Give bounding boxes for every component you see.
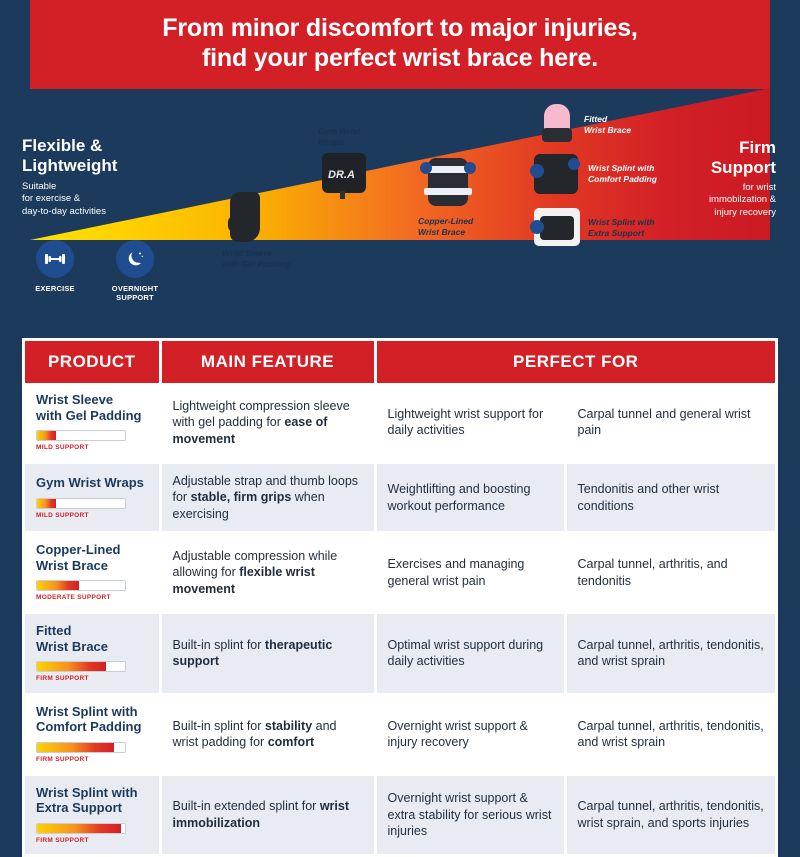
feature-text-bold2: comfort (267, 735, 315, 750)
cell-main-feature (160, 383, 375, 463)
support-meter (36, 742, 126, 753)
cell-perfect-for-1: Overnight wrist support & extra stability for serious wrist injuries (375, 775, 565, 855)
feature-text-bold: wrist immobilization (172, 799, 349, 830)
support-meter (36, 823, 126, 834)
legend-label-exercise: EXERCISE (35, 284, 75, 293)
cell-perfect-for-1: Lightweight wrist support for daily activities (375, 383, 565, 463)
feature-text-post: when exercising (172, 490, 325, 521)
spectrum-product-gym-wraps[interactable] (318, 126, 388, 199)
spectrum-left-subtitle-line1: Suitable (22, 181, 57, 193)
spectrum-left-subtitle-line2: for exercise & (22, 193, 81, 205)
feature-text: Built-in splint for (172, 718, 265, 733)
feature-text-bold: ease of movement (172, 415, 328, 446)
copper-lined-caption-line2: Wrist Brace (418, 226, 466, 237)
legend-label-overnight-line2: SUPPORT (116, 293, 154, 303)
cell-product (25, 694, 160, 775)
legend-item-exercise (24, 240, 86, 303)
spectrum-product-extra-support[interactable] (530, 206, 686, 250)
column-header-main-feature: MAIN FEATURE (160, 341, 375, 383)
extra-support-caption-line1: Wrist Splint with (588, 217, 655, 228)
column-header-perfect-for: PERFECT FOR (375, 341, 775, 383)
legend-label-overnight-line1: OVERNIGHT (111, 284, 159, 293)
support-level-label: FIRM SUPPORT (36, 755, 89, 763)
spectrum-left-label (22, 136, 172, 218)
wrist-sleeve-photo (222, 188, 270, 244)
gym-wraps-caption-line1: Gym Wrist (318, 126, 361, 136)
cell-main-feature (160, 463, 375, 533)
cell-product (25, 532, 160, 613)
feature-text: Built-in splint for (172, 637, 265, 652)
product-name-line2: Wrist Brace (36, 638, 109, 654)
feature-text-bold: therapeutic support (172, 637, 333, 669)
fitted-brace-photo (536, 102, 580, 146)
product-name-line2: with Gel Padding (36, 407, 142, 423)
support-meter (36, 661, 126, 672)
spectrum-product-comfort-padding[interactable] (528, 150, 684, 198)
spectrum-right-subtitle-line1: for wrist (742, 182, 776, 194)
feature-text: Built-in extended splint for (172, 799, 320, 814)
comparison-table (22, 338, 778, 857)
spectrum-product-copper-lined[interactable] (418, 150, 508, 237)
product-name-line1: Copper-Lined (36, 542, 121, 558)
spectrum-right-subtitle-line2: immobilzation & (708, 194, 776, 206)
support-meter (36, 498, 126, 509)
cell-perfect-for-1: Overnight wrist support & injury recovery (375, 694, 565, 775)
support-meter (36, 580, 126, 591)
table-header-row (25, 341, 775, 383)
feature-text-bold: stable, firm grips (190, 490, 292, 505)
comfort-padding-caption-line1: Wrist Splint with (588, 163, 655, 174)
header-title-line1: From minor discomfort to major injuries, (162, 14, 638, 42)
feature-text-bold: stability (264, 718, 313, 733)
support-meter-fill (37, 824, 121, 833)
feature-text-bold: flexible wrist movement (172, 565, 315, 596)
table-row (25, 613, 775, 694)
cell-main-feature (160, 613, 375, 694)
feature-text: Lightweight compression sleeve with gel padding for (172, 398, 350, 430)
copper-lined-caption-line1: Copper-Lined (418, 216, 474, 226)
cell-perfect-for-2: Carpal tunnel, arthritis, tendonitis, and wrist sprain (565, 613, 775, 694)
support-spectrum (0, 88, 800, 328)
cell-product (25, 613, 160, 694)
product-name-line2: Wrist Brace (36, 557, 109, 573)
legend (24, 240, 166, 303)
table-row (25, 383, 775, 463)
fitted-brace-caption-line1: Fitted (584, 114, 608, 124)
table-row (25, 775, 775, 855)
support-level-label: FIRM SUPPORT (36, 675, 89, 683)
spectrum-right-title-line2: Support (710, 157, 776, 177)
support-level-label: FIRM SUPPORT (36, 836, 89, 844)
support-meter-fill (37, 581, 79, 590)
feature-text: Adjustable strap and thumb loops for (172, 473, 359, 505)
support-meter-fill (37, 499, 56, 508)
support-level-label: MODERATE SUPPORT (36, 594, 111, 602)
cell-perfect-for-2: Carpal tunnel, arthritis, tendonitis, and wrist sprain (565, 694, 775, 775)
header-title-line2: find your perfect wrist brace here. (202, 43, 598, 72)
spectrum-left-title-line2: Lightweight (22, 155, 118, 175)
spectrum-left-title-line1: Flexible & (22, 136, 103, 155)
gym-wraps-photo: DR.A (318, 151, 370, 199)
cell-main-feature (160, 775, 375, 855)
cell-perfect-for-1: Weightlifting and boosting workout performance (375, 463, 565, 533)
product-name-line2: Extra Support (36, 800, 122, 816)
product-name-line1: Wrist Splint with (36, 703, 138, 719)
wrist-sleeve-caption-line1: Wrist Sleeve (222, 248, 273, 258)
support-meter-fill (37, 431, 56, 440)
extra-support-photo (530, 206, 584, 250)
spectrum-right-subtitle-line3: injury recovery (714, 206, 776, 218)
product-name-line1: Wrist Splint with (36, 784, 138, 800)
comfort-padding-caption-line2: Comfort Padding (588, 174, 657, 184)
cell-perfect-for-1: Exercises and managing general wrist pain (375, 532, 565, 613)
legend-item-overnight (104, 240, 166, 303)
cell-perfect-for-2: Carpal tunnel, arthritis, and tendonitis (565, 532, 775, 613)
spectrum-product-wrist-sleeve[interactable] (222, 188, 322, 269)
dumbbell-icon (36, 240, 74, 278)
cell-perfect-for-2: Carpal tunnel, arthritis, tendonitis, wrist sprain, and sports injuries (565, 775, 775, 855)
cell-product (25, 775, 160, 855)
cell-main-feature (160, 532, 375, 613)
copper-lined-photo (418, 150, 478, 212)
cell-perfect-for-1: Optimal wrist support during daily activities (375, 613, 565, 694)
product-name-line1: Wrist Sleeve (36, 392, 114, 407)
product-name-line1: Gym Wrist Wraps (36, 474, 144, 490)
support-meter-fill (37, 743, 114, 752)
support-level-label: MILD SUPPORT (36, 511, 89, 519)
cell-product (25, 463, 160, 533)
cell-perfect-for-2: Tendonitis and other wrist conditions (565, 463, 775, 533)
product-name-line2: Comfort Padding (36, 719, 142, 735)
moon-icon (116, 240, 154, 278)
spectrum-left-subtitle-line3: day-to-day activities (22, 205, 106, 217)
column-header-product: PRODUCT (25, 341, 160, 383)
cell-main-feature (160, 694, 375, 775)
table-row (25, 463, 775, 533)
extra-support-caption-line2: Extra Support (588, 228, 645, 238)
support-level-label: MILD SUPPORT (36, 444, 89, 452)
comfort-padding-photo (528, 150, 584, 198)
feature-text: Adjustable compression while allowing for (172, 548, 338, 580)
feature-text-mid: and wrist padding for (172, 718, 337, 750)
gym-wraps-caption-line2: Wraps (318, 136, 344, 147)
support-meter-fill (37, 662, 106, 671)
product-name-line1: Fitted (36, 623, 72, 639)
table-row (25, 694, 775, 775)
support-meter (36, 430, 126, 441)
spectrum-right-title-line1: Firm (739, 138, 776, 157)
wrist-sleeve-caption-line2: with Gel Padding (222, 258, 291, 269)
cell-perfect-for-2: Carpal tunnel and general wrist pain (565, 383, 775, 463)
table-row (25, 532, 775, 613)
cell-product (25, 383, 160, 463)
fitted-brace-caption-line2: Wrist Brace (584, 124, 632, 135)
spectrum-product-fitted-brace[interactable] (536, 102, 658, 146)
header-banner (30, 0, 770, 89)
